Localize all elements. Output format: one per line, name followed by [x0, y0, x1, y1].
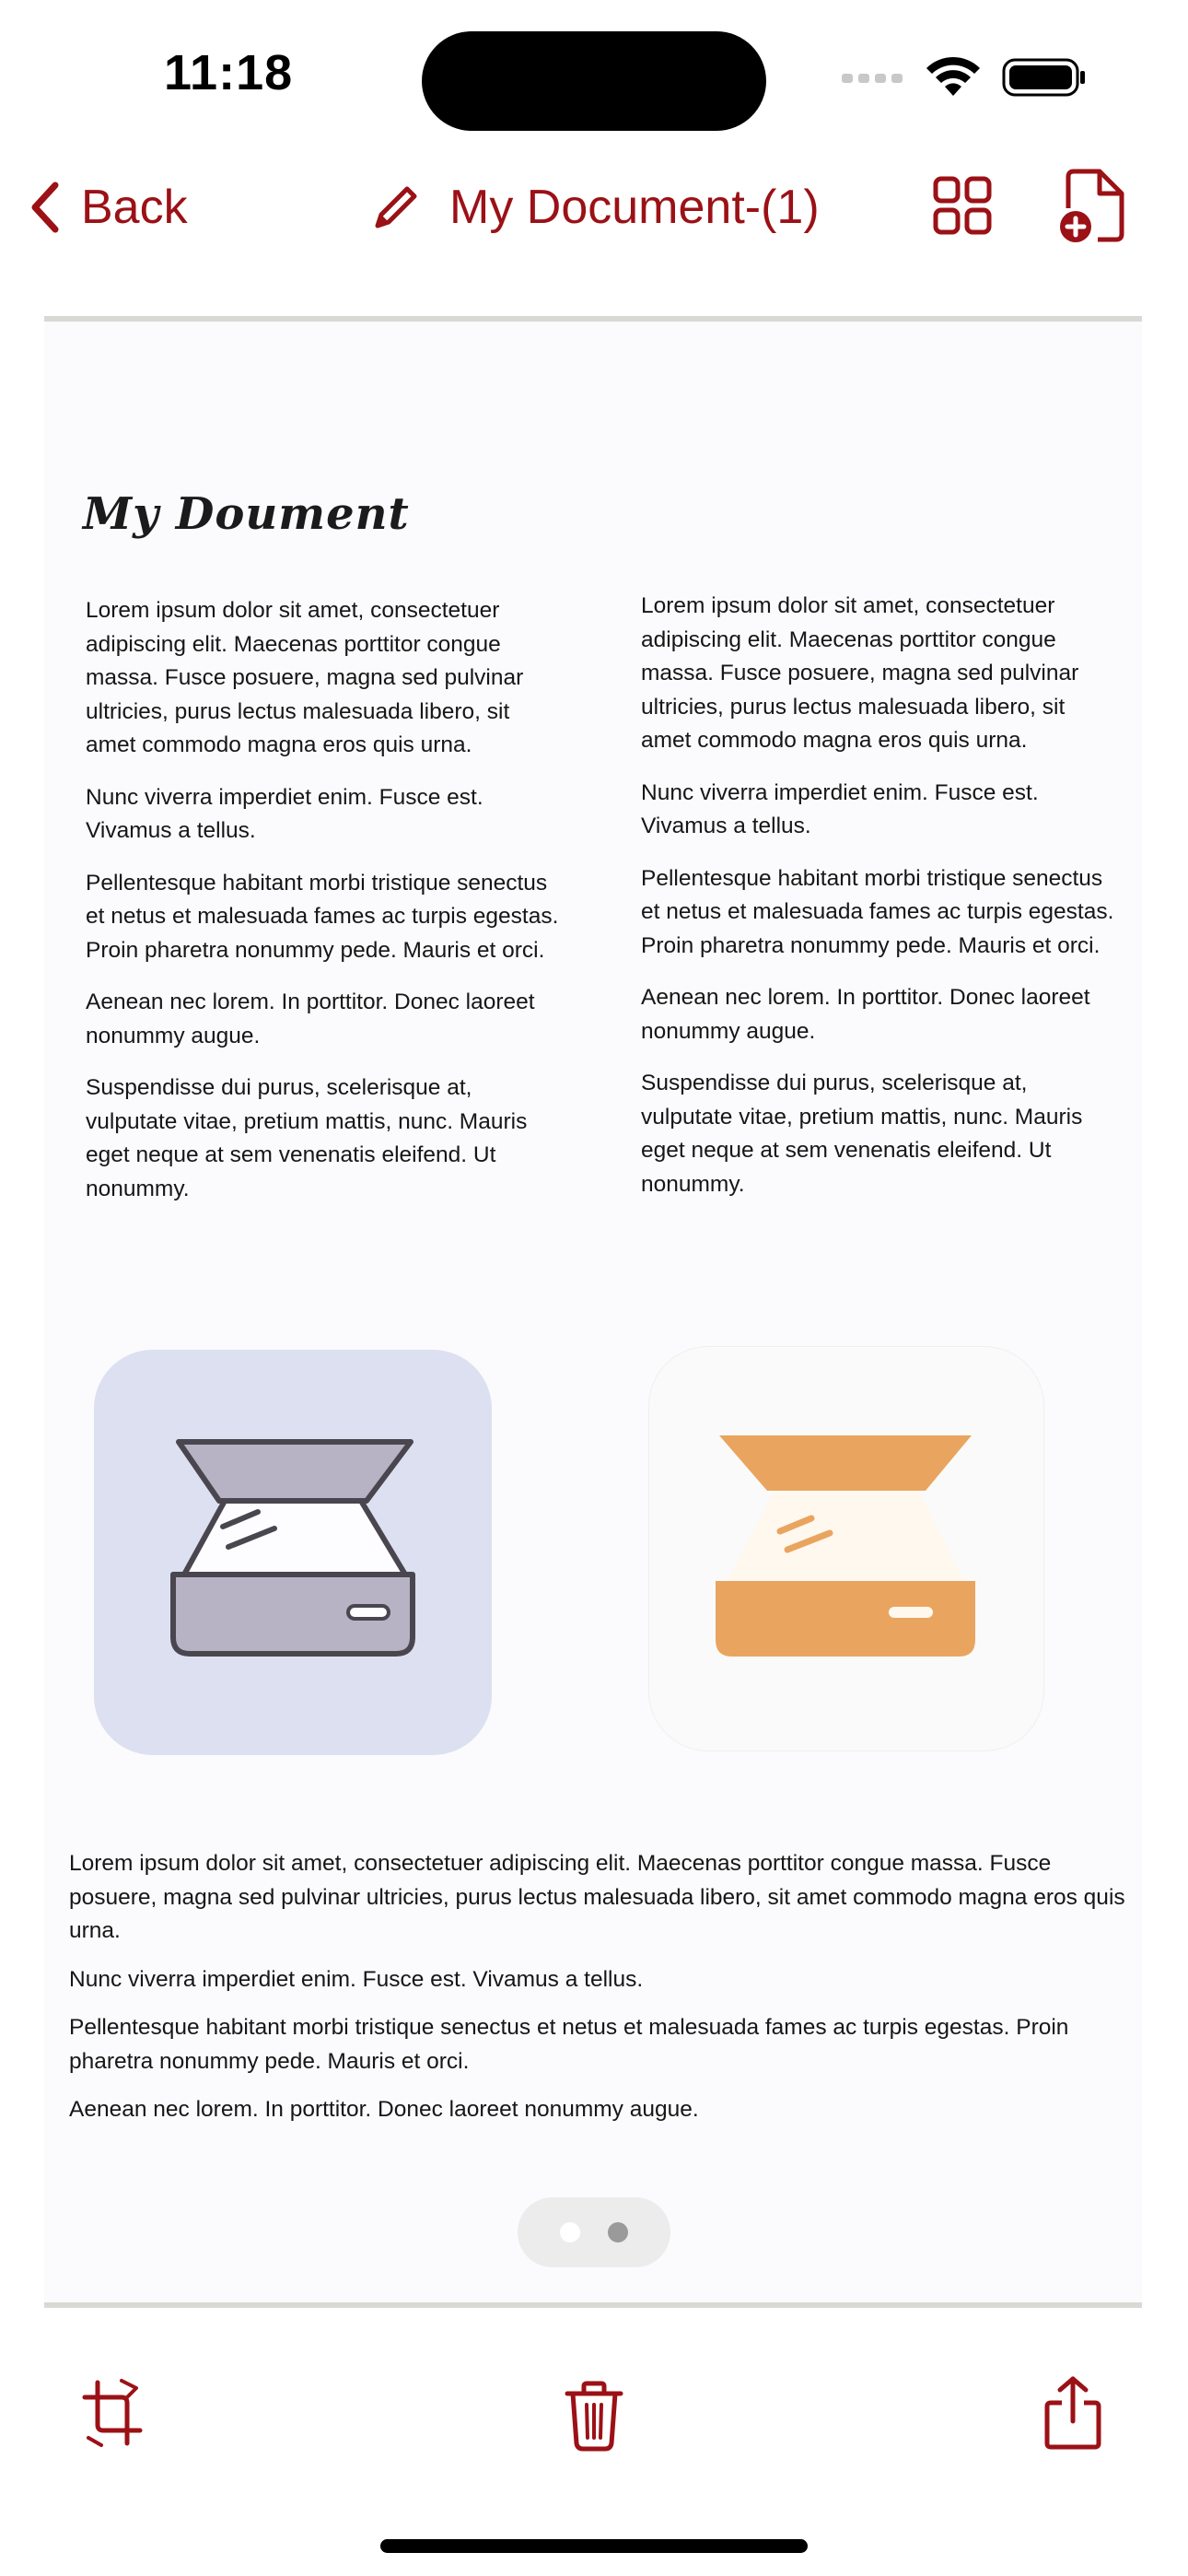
- dynamic-island: [422, 31, 766, 131]
- back-button[interactable]: [28, 180, 188, 235]
- paragraph: Nunc viverra imperdiet enim. Fusce est. Vivamus a tellus.: [86, 784, 483, 843]
- status-icons: [840, 55, 1087, 100]
- paragraph: Nunc viverra imperdiet enim. Fusce est. Vivamus a tellus.: [69, 1966, 644, 1992]
- paragraph: Lorem ipsum dolor sit amet, consectetuer adipiscing elit. Maecenas porttitor congue massa. Fusce posuere, magna sed pulvinar ultricies, purus lectus malesuada libero, sit amet commodo magna eros quis urna.: [641, 593, 1079, 753]
- status-time: 11:18: [164, 45, 294, 100]
- paragraph: Suspendisse dui purus, scelerisque at, vulputate vitae, pretium mattis, nunc. Mauris eget neque at sem venenatis eleifend. Ut nonummy.: [86, 1075, 528, 1201]
- page-indicator[interactable]: [518, 2197, 670, 2267]
- battery-icon: [1002, 56, 1087, 99]
- cellular-signal-icon: [840, 68, 904, 87]
- trash-icon[interactable]: [562, 2381, 626, 2453]
- scanner-image-gray: [94, 1350, 492, 1755]
- scanner-icon: [649, 1347, 1043, 1751]
- paragraph: Pellentesque habitant morbi tristique senectus et netus et malesuada fames ac turpis egestas. Proin pharetra nonummy pede. Mauris et orci.: [86, 870, 559, 963]
- paragraph: Pellentesque habitant morbi tristique senectus et netus et malesuada fames ac turpis egestas. Proin pharetra nonummy pede. Mauris et orci.: [641, 865, 1114, 958]
- paragraph: Nunc viverra imperdiet enim. Fusce est. Vivamus a tellus.: [641, 779, 1039, 838]
- wifi-icon: [925, 55, 982, 100]
- page-dot-2[interactable]: [608, 2222, 628, 2242]
- chevron-left-icon: [28, 180, 64, 235]
- paragraph: Aenean nec lorem. In porttitor. Donec laoreet nonummy augue.: [641, 985, 1090, 1044]
- scanner-icon: [94, 1350, 492, 1755]
- paragraph: Lorem ipsum dolor sit amet, consectetuer adipiscing elit. Maecenas porttitor congue massa. Fusce posuere, magna sed pulvinar ultricies, purus lectus malesuada libero, sit amet commodo magna eros quis urna.: [69, 1851, 1125, 1943]
- crop-icon[interactable]: [81, 2377, 146, 2451]
- paragraph: Aenean nec lorem. In porttitor. Donec laoreet nonummy augue.: [69, 2097, 699, 2122]
- add-page-icon[interactable]: [1055, 168, 1129, 247]
- home-indicator[interactable]: [380, 2539, 808, 2553]
- document-heading: My Doument: [83, 488, 410, 540]
- full-width-text: [69, 1847, 1128, 2142]
- document-title-button[interactable]: [370, 180, 820, 235]
- grid-icon[interactable]: [930, 173, 995, 238]
- paragraph: Suspendisse dui purus, scelerisque at, vulputate vitae, pretium mattis, nunc. Mauris eget neque at sem venenatis eleifend. Ut nonummy.: [641, 1071, 1083, 1197]
- pencil-icon: [370, 181, 422, 233]
- share-icon[interactable]: [1043, 2375, 1102, 2451]
- paragraph: Aenean nec lorem. In porttitor. Donec laoreet nonummy augue.: [86, 989, 535, 1048]
- document-title: My Document-(1): [449, 181, 820, 234]
- right-column: [641, 590, 1120, 1220]
- left-column: [86, 594, 565, 1224]
- back-label: Back: [81, 181, 188, 234]
- paragraph: Lorem ipsum dolor sit amet, consectetuer adipiscing elit. Maecenas porttitor congue massa. Fusce posuere, magna sed pulvinar ultricies, purus lectus malesuada libero, sit amet commodo magna eros quis urna.: [86, 598, 524, 757]
- scanner-image-orange: [649, 1347, 1043, 1751]
- paragraph: Pellentesque habitant morbi tristique senectus et netus et malesuada fames ac turpis egestas. Proin pharetra nonummy pede. Mauris et orci.: [69, 2015, 1069, 2074]
- page-dot-1[interactable]: [560, 2222, 580, 2242]
